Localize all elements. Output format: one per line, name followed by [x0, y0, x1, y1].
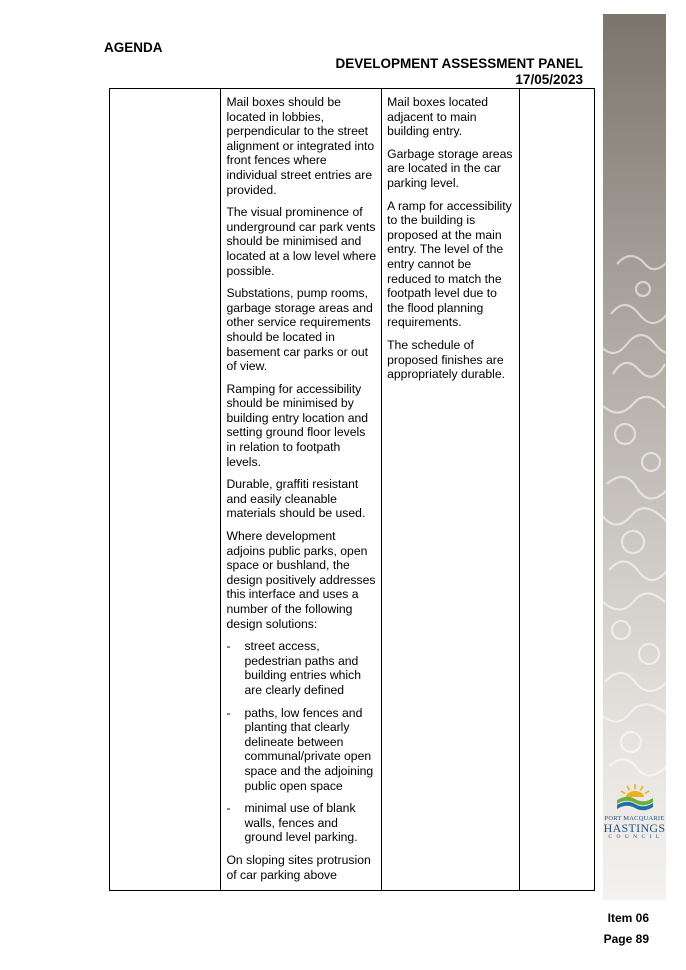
- decorative-sidebar: [603, 14, 666, 900]
- agenda-heading: AGENDA: [104, 40, 163, 55]
- page-number: Page 89: [603, 932, 649, 946]
- dash-bullet: -: [226, 801, 231, 816]
- list-item: [226, 706, 377, 794]
- assessment-table: [109, 88, 595, 891]
- response-paragraph: Mail boxes located adjacent to main building entry.: [387, 95, 489, 139]
- table-cell-blank: [519, 89, 594, 891]
- meeting-date: 17/05/2023: [515, 72, 583, 87]
- panel-heading: DEVELOPMENT ASSESSMENT PANEL: [335, 56, 583, 71]
- control-paragraph: On sloping sites protrusion of car parking above: [226, 852, 371, 882]
- list-item-text: street access, pedestrian paths and building entries which are clearly defined: [244, 639, 361, 697]
- logo-text-main: HASTINGS: [603, 821, 666, 835]
- response-cell: [382, 89, 520, 891]
- dash-bullet: -: [226, 705, 231, 720]
- list-item-text: paths, low fences and planting that clearly delineate between communal/private open space and the adjoining public open space: [244, 705, 374, 793]
- logo-text-top: PORT MACQUARIE: [604, 815, 665, 822]
- response-paragraph: A ramp for accessibility to the building is proposed at the main entry. The level of the entry cannot be reduced to match the footpath level due to the flood planning requirements.: [387, 198, 512, 330]
- control-paragraph: Durable, graffiti resistant and easily cleanable materials should be used.: [226, 477, 366, 521]
- table-cell-blank: [110, 89, 221, 891]
- dash-bullet: -: [226, 639, 231, 654]
- response-paragraph: Garbage storage areas are located in the car parking level.: [387, 146, 513, 190]
- control-paragraph: Where development adjoins public parks, open space or bushland, the design positively addresses this interface and uses a number of the following design solutions:: [226, 529, 376, 631]
- item-number: Item 06: [607, 911, 649, 925]
- logo-text-bottom: COUNCIL: [608, 834, 664, 840]
- council-logo: [603, 782, 666, 844]
- design-control-cell: [221, 89, 382, 891]
- swirl-pattern: [603, 14, 666, 900]
- sun-wave-icon: [615, 782, 655, 812]
- list-item-text: minimal use of blank walls, fences and ground level parking.: [244, 801, 358, 845]
- table-row: [110, 89, 595, 891]
- control-paragraph: Mail boxes should be located in lobbies, perpendicular to the street alignment or integrated into front fences where individual street entries are provided.: [226, 95, 375, 197]
- control-paragraph: Substations, pump rooms, garbage storage areas and other service requirements should be located in basement car parks or out of view.: [226, 286, 373, 374]
- list-item: [226, 801, 377, 845]
- control-paragraph: Ramping for accessibility should be minimised by building entry location and setting ground floor levels in relation to footpath levels.: [226, 381, 369, 469]
- list-item: [226, 639, 377, 697]
- response-paragraph: The schedule of proposed finishes are appropriately durable.: [387, 337, 505, 382]
- control-paragraph: The visual prominence of underground car park vents should be minimised and located at a low level where possible.: [226, 205, 377, 278]
